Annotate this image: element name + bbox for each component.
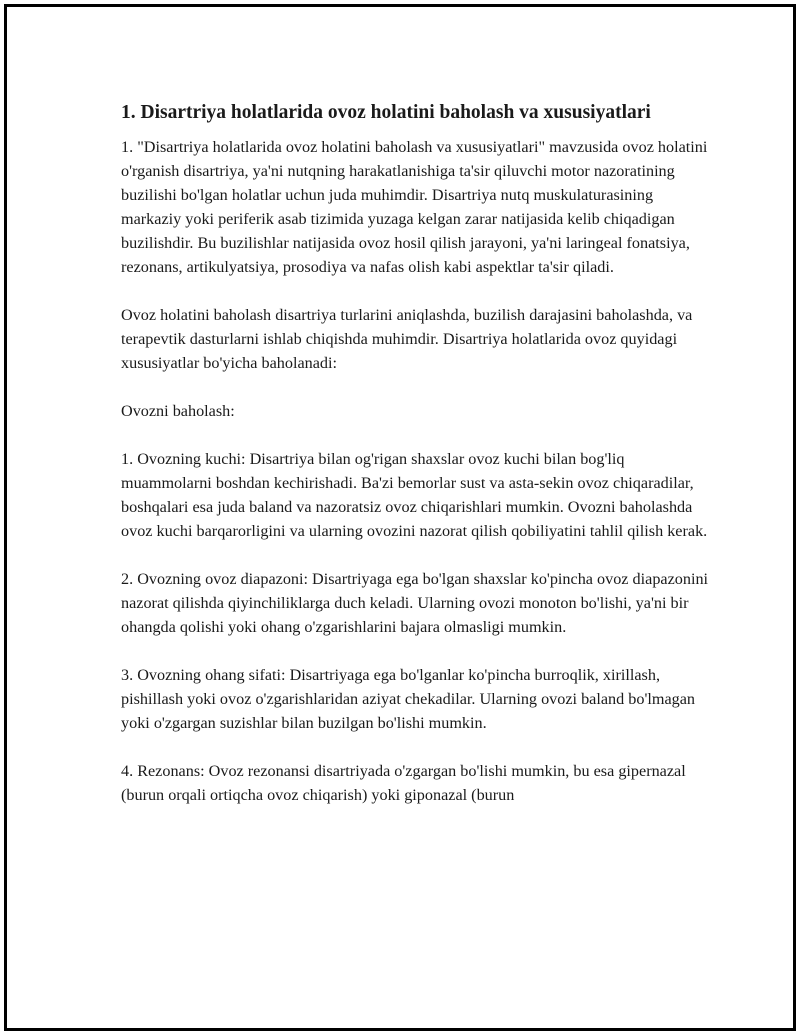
page-frame [4,4,796,1031]
paragraph-assessment: Ovoz holatini baholash disartriya turlarini aniqlashda, buzilish darajasini baholashda, va terapevtik dasturlarni ishlab chiqishda muhimdir. Disartriya holatlarida ovoz quyidagi xususiyatlar bo'yicha baholanadi: [121,306,693,372]
paragraph-heading-voice-assessment: Ovozni baholash: [121,402,235,420]
paragraph-voice-strength: 1. Ovozning kuchi: Disartriya bilan og'rigan shaxslar ovoz kuchi bilan bog'liq muammolarni boshdan kechirishadi. Ba'zi bemorlar sust va asta-sekin ovoz chiqaradilar, boshqalari esa juda baland va nazoratsiz ovoz chiqarishlari mumkin. Ovozni baholashda ovoz kuchi barqarorligini va ularning ovozini nazorat qilish qobiliyatini tahlil qilish kerak. [121,450,708,540]
paragraph-voice-quality: 3. Ovozning ohang sifati: Disartriyaga ega bo'lganlar ko'pincha burroqlik, xirillash, pishillash yoki ovoz o'zgarishlaridan aziyat chekadilar. Ularning ovozi baland bo'lmagan yoki o'zgargan suzishlar bilan buzilgan bo'lishi mumkin. [121,666,696,732]
paragraph-voice-range: 2. Ovozning ovoz diapazoni: Disartriyaga ega bo'lgan shaxslar ko'pincha ovoz diapazonini nazorat qilishda qiyinchiliklarga duch keladi. Ularning ovozi monoton bo'lishi, ya'ni bir ohangda qolishi yoki ohang o'zgarishlarini bajara olmasligi mumkin. [121,570,709,636]
paragraph-intro: 1. "Disartriya holatlarida ovoz holatini baholash va xususiyatlari" mavzusida ovoz holatini o'rganish disartriya, ya'ni nutqning harakatlanishiga ta'sir qiluvchi motor nazoratining buzilishi bo'lgan holatlar uchun juda muhimdir. Disartriya nutq muskulaturasining markaziy yoki periferik asab tizimida yuzaga kelgan zarar natijasida kelib chiqadigan buzilishdir. Bu buzilishlar natijasida ovoz hosil qilish jarayoni, ya'ni laringeal fonatsiya, rezonans, artikulyatsiya, prosodiya va nafas olish kabi aspektlar ta'sir qiladi. [121,138,708,276]
paragraph-resonance: 4. Rezonans: Ovoz rezonansi disartriyada o'zgargan bo'lishi mumkin, bu esa gipernazal (burun orqali ortiqcha ovoz chiqarish) yoki giponazal (burun [121,762,686,804]
document-title: 1. Disartriya holatlarida ovoz holatini baholash va xususiyatlari [121,102,651,123]
document-body [121,99,711,831]
